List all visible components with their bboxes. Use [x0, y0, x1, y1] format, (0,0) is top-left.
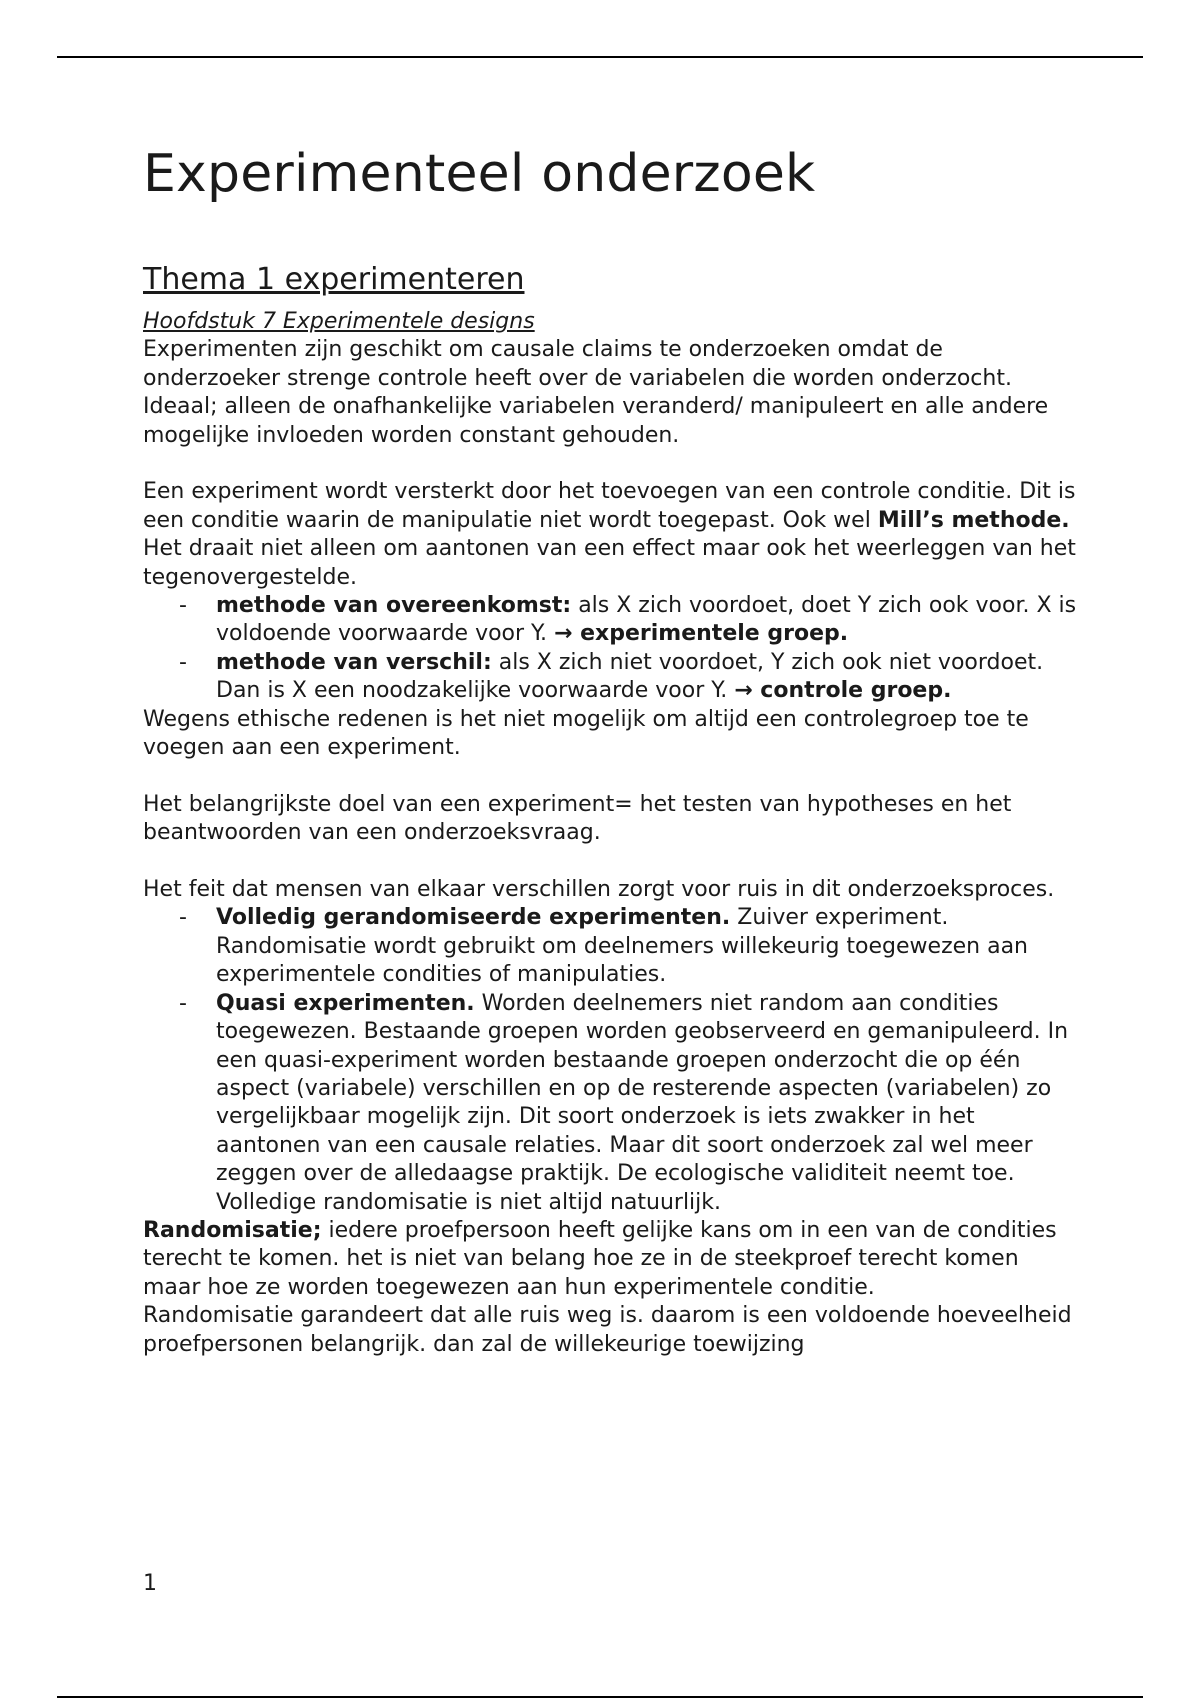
footer-rule — [57, 1696, 1143, 1698]
list-item: - Quasi experimenten. Worden deelnemers niet random aan condities toegewezen. Bestaande groepen worden geobserveerd en gemanipuleerd. In een quasi-experiment worden bestaande groepen onderzocht die op één aspect (variabele) verschillen en op de resterende aspecten (variabelen) zo vergelijkbaar mogelijk zijn. Dit soort onderzoek is iets zwakker in het aantonen van een causale relaties. Maar dit soort onderzoek zal wel meer zeggen over de alledaagse praktijk. De ecologische validiteit neemt toe. Volledige randomisatie is niet altijd natuurlijk. — [179, 990, 1069, 1215]
paragraph-goal: Het belangrijkste doel van een experiment= het testen van hypotheses en het beantwoorden van een onderzoeksvraag. — [143, 791, 1012, 846]
paragraph-ethics: Wegens ethische redenen is het niet mogelijk om altijd een controlegroep toe te voegen aan een experiment. — [143, 706, 1029, 761]
bullet-dash: - — [179, 905, 187, 931]
list-item: - methode van overeenkomst: als X zich voordoet, doet Y zich ook voor. X is voldoende voorwaarde voor Y. → experimentele groep. — [179, 593, 1077, 647]
mills-method-term: Mill’s methode. — [877, 507, 1070, 533]
page-number: 1 — [143, 1571, 157, 1596]
bullet-dash: - — [179, 593, 187, 619]
document-title: Experimenteel onderzoek — [143, 144, 816, 204]
arrow-right-icon: → — [734, 678, 753, 704]
mill-methods-list — [143, 592, 1083, 706]
document-body — [143, 138, 1083, 1359]
paragraph-control-condition: Een experiment wordt versterkt door het toevoegen van een controle conditie. Dit is een conditie waarin de manipulatie niet wordt toegepast. Ook wel Mill’s methode. Het draait niet alleen om aantonen van een effect maar ook het weerleggen van het tegenovergestelde. — [143, 479, 1076, 590]
bullet-dash: - — [179, 990, 187, 1016]
bullet-dash: - — [179, 649, 187, 675]
paragraph-randomisation: Randomisatie; iedere proefpersoon heeft gelijke kans om in een van de condities terecht te komen. het is niet van belang hoe ze in de steekproef terecht komen maar hoe ze worden toegewezen aan hun experimentele conditie. — [143, 1217, 1057, 1300]
chapter-heading: Hoofdstuk 7 Experimentele designs — [143, 309, 535, 334]
paragraph-intro: Experimenten zijn geschikt om causale claims te onderzoeken omdat de onderzoeker strenge controle heeft over de variabelen die worden onderzocht. Ideaal; alleen de onafhankelijke variabelen veranderd/ manipuleert en alle andere mogelijke invloeden worden constant gehouden. — [143, 337, 1049, 448]
experiment-types-list — [143, 904, 1083, 1216]
theme-heading: Thema 1 experimenteren — [143, 262, 525, 297]
paragraph-noise: Het feit dat mensen van elkaar verschillen zorgt voor ruis in dit onderzoeksproces. — [143, 877, 1055, 903]
header-rule — [57, 56, 1143, 58]
paragraph-randomisation-continued: Randomisatie garandeert dat alle ruis weg is. daarom is een voldoende hoeveelheid proefpersonen belangrijk. dan zal de willekeurige toewijzing — [143, 1303, 1072, 1357]
list-item: - Volledig gerandomiseerde experimenten. Zuiver experiment. Randomisatie wordt gebruikt om deelnemers willekeurig toegewezen aan experimentele condities of manipulaties. — [179, 905, 1028, 988]
arrow-right-icon: → — [554, 621, 573, 647]
list-item: - methode van verschil: als X zich niet voordoet, Y zich ook niet voordoet. Dan is X een noodzakelijke voorwaarde voor Y. → controle groep. — [179, 649, 1044, 704]
